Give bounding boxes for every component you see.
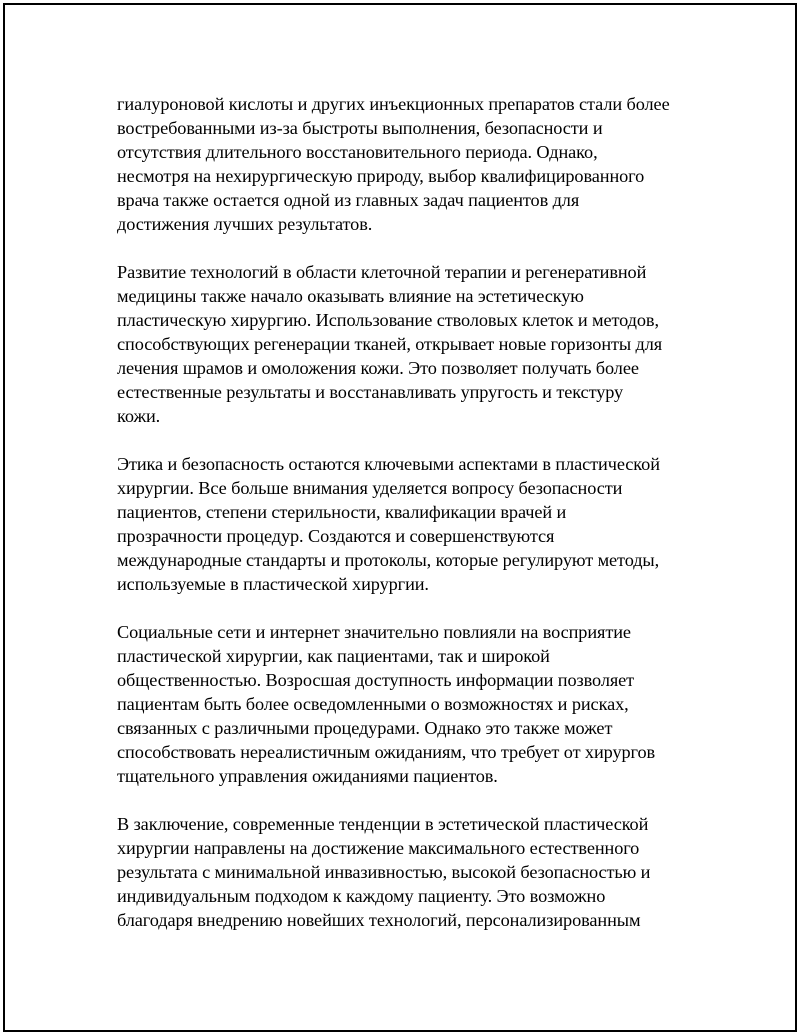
document-body	[117, 92, 697, 956]
text-line: естественные результаты и восстанавливать упругость и текстуру	[117, 382, 624, 402]
text-line: гиалуроновой кислоты и других инъекционных препаратов стали более	[117, 94, 670, 114]
text-line: благодаря внедрению новейших технологий, персонализированным	[117, 910, 641, 930]
text-line: общественностью. Возросшая доступность информации позволяет	[117, 670, 635, 690]
text-line: прозрачности процедур. Создаются и совершенствуются	[117, 526, 555, 546]
paragraph-ethics-safety	[117, 452, 697, 596]
text-line: лечения шрамов и омоложения кожи. Это позволяет получать более	[117, 358, 639, 378]
paragraph-regenerative-medicine	[117, 260, 697, 428]
text-line: пациентов, степени стерильности, квалификации врачей и	[117, 502, 567, 522]
text-line: индивидуальным подходом к каждому пациенту. Это возможно	[117, 886, 606, 906]
text-line: способствующих регенерации тканей, открывает новые горизонты для	[117, 334, 663, 354]
text-line: Социальные сети и интернет значительно повлияли на восприятие	[117, 622, 631, 642]
text-line: пластической хирургии, как пациентами, так и широкой	[117, 646, 550, 666]
text-line: востребованными из-за быстроты выполнения, безопасности и	[117, 118, 603, 138]
text-line: международные стандарты и протоколы, которые регулируют методы,	[117, 550, 660, 570]
text-line: несмотря на нехирургическую природу, выбор квалифицированного	[117, 166, 645, 186]
text-line: пациентам быть более осведомленными о возможностях и рисках,	[117, 694, 629, 714]
text-line: способствовать нереалистичным ожиданиям, что требует от хирургов	[117, 742, 656, 762]
text-line: кожи.	[117, 406, 161, 426]
text-line: В заключение, современные тенденции в эстетической пластической	[117, 814, 649, 834]
text-line: результата с минимальной инвазивностью, высокой безопасностью и	[117, 862, 651, 882]
text-line: пластическую хирургию. Использование стволовых клеток и методов,	[117, 310, 659, 330]
text-line: хирургии направлены на достижение максимального естественного	[117, 838, 640, 858]
paragraph-conclusion	[117, 812, 697, 932]
paragraph-injectables	[117, 92, 697, 236]
text-line: используемые в пластической хирургии.	[117, 574, 429, 594]
text-line: Развитие технологий в области клеточной терапии и регенеративной	[117, 262, 647, 282]
text-line: хирургии. Все больше внимания уделяется вопросу безопасности	[117, 478, 623, 498]
text-line: достижения лучших результатов.	[117, 214, 373, 234]
text-line: Этика и безопасность остаются ключевыми аспектами в пластической	[117, 454, 660, 474]
text-line: отсутствия длительного восстановительного периода. Однако,	[117, 142, 598, 162]
paragraph-social-media	[117, 620, 697, 788]
text-line: связанных с различными процедурами. Однако это также может	[117, 718, 613, 738]
text-line: тщательного управления ожиданиями пациентов.	[117, 766, 498, 786]
text-line: врача также остается одной из главных задач пациентов для	[117, 190, 580, 210]
text-line: медицины также начало оказывать влияние на эстетическую	[117, 286, 584, 306]
